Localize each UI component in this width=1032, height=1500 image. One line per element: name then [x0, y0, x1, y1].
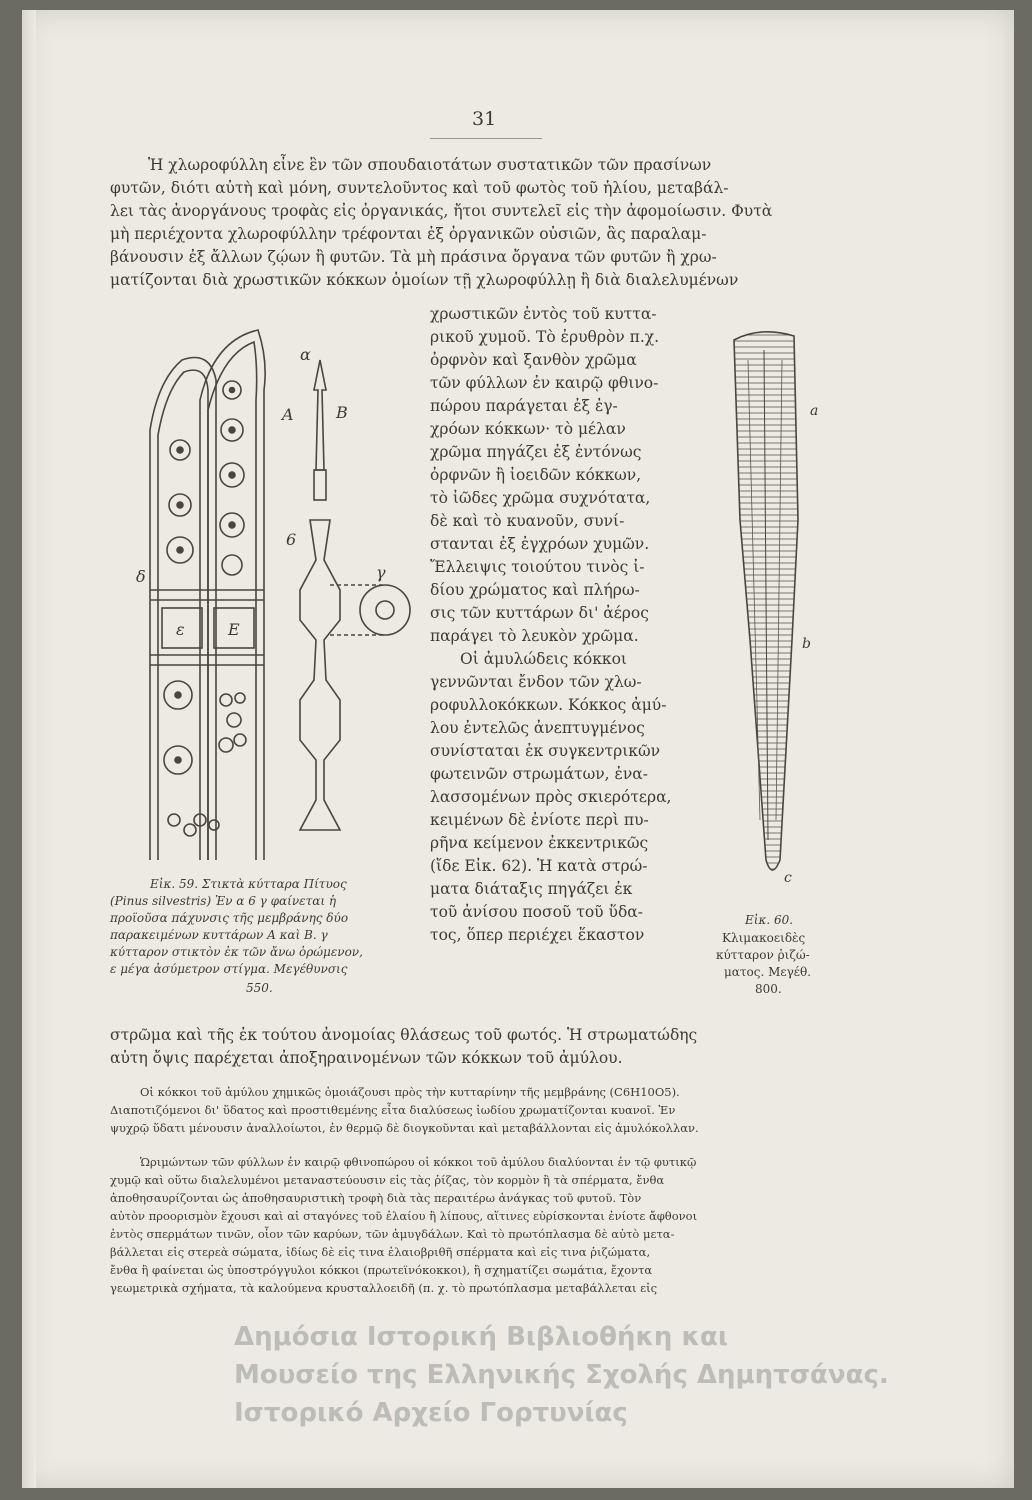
caption-line: προϊοῦσα πάχυνσις τῆς μεμβράνης δύο [110, 911, 349, 925]
text-line: αὐτη ὄψις παρέχεται ἀποξηραινομένων τῶν κόκκων τοῦ ἀμύλου. [110, 1049, 623, 1067]
caption-line: Εἰκ. 59. Στικτὰ κύτταρα Πίτυος [150, 877, 347, 891]
label-c-60: c [784, 870, 792, 886]
text-line: Ἡ χλωροφύλλη εἶνε ἓν τῶν σπουδαιοτάτων συστατικῶν τῶν πρασίνων [148, 156, 712, 174]
footnote-line: αὐτὸν προορισμὸν ἔχουσι καὶ αἱ σταγόνες τοῦ ἐλαίου ἢ λίπους, αἵτινες εὑρίσκονται ἐνίοτε ἄφθονοι [110, 1209, 698, 1223]
footnote-line: Ὡριμώντων τῶν φύλλων ἐν καιρῷ φθινοπώρου οἱ κόκκοι τοῦ ἀμύλου διαλύονται ἐν τῷ φυτικῷ [140, 1155, 697, 1169]
column-line: τὸ ἰῶδες χρῶμα συχνότατα, [430, 489, 651, 507]
text-line: βάνουσιν ἐξ ἄλλων ζῴων ἢ φυτῶν. Τὰ μὴ πράσινα ὄργανα τῶν φυτῶν ἢ χρω- [110, 248, 717, 266]
text-line: στρῶμα καὶ τῆς ἐκ τούτου ἀνομοίας θλάσεως τοῦ φωτός. Ἡ στρωματώδης [110, 1026, 698, 1044]
column-line: χρωστικῶν ἐντὸς τοῦ κυττα- [430, 305, 657, 323]
footnote-line: χυμῷ καὶ οὕτω διαλελυμένοι μεταναστεύουσιν εἰς τὰς ῥίζας, τὸν κορμὸν ἢ τὰ σπέρματα, ἔνθα [110, 1173, 665, 1187]
footnote-line: βάλλεται εἰς στερεὰ σώματα, ἰδίως δὲ εἰς τινα ἐλαιοβριθῆ σπέρματα καὶ εἰς τινα ῥιζώματα, [110, 1245, 651, 1259]
column-line: ματα διάταξις πηγάζει ἐκ [430, 880, 633, 898]
footnote-line: ἐντὸς σπερμάτων τινῶν, οἷον τῶν καρύων, τῶν ἀμυγδάλων. Καὶ τὸ πρωτόπλασμα δὲ αὐτὸ μετα- [110, 1227, 675, 1241]
column-line: κειμένων δὲ ἐνίοτε περὶ πυ- [430, 811, 649, 829]
column-line: δίου χρώματος καὶ πλήρω- [430, 581, 640, 599]
column-line: τος, ὅπερ περιέχει ἕκαστον [430, 926, 645, 944]
column-line: δὲ καὶ τὸ κυανοῦν, συνί- [430, 512, 625, 530]
caption-line: κύτταρον ῥιζώ- [716, 948, 810, 962]
label-b: 6 [286, 530, 297, 549]
column-line: στανται ἐξ ἐγχρόων χυμῶν. [430, 535, 650, 553]
footnote-line: γεωμετρικὰ σχήματα, τὰ καλούμενα κρυσταλλοειδῆ (π. χ. τὸ πρωτόπλασμα μεταβάλλεται εἰς [110, 1281, 658, 1295]
label-g: γ [376, 563, 386, 582]
text-line: μὴ περιέχοντα χλωροφύλλην τρέφονται ἐξ ὀργανικῶν οὐσιῶν, ἃς παραλαμ- [110, 225, 707, 243]
column-line: συνίσταται ἐκ συγκεντρικῶν [430, 742, 661, 760]
column-line: Οἱ ἀμυλώδεις κόκκοι [460, 650, 627, 668]
caption-line: Κλιμακοειδὲς [722, 931, 806, 945]
column-line: τῶν φύλλων ἐν καιρῷ φθινο- [430, 374, 659, 392]
watermark-line: Μουσείο της Ελληνικής Σχολής Δημητσάνας. [234, 1360, 889, 1390]
figure-60-illustration [720, 320, 840, 890]
label-b-60: b [802, 636, 811, 652]
column-line: φωτεινῶν στρωμάτων, ἐνα- [430, 765, 648, 783]
caption-line: 550. [246, 981, 273, 995]
caption-line: 800. [755, 982, 782, 996]
caption-line: παρακειμένων κυττάρων Α καὶ Β. γ [110, 928, 328, 942]
caption-line: ματος. Μεγέθ. [724, 965, 812, 979]
column-line: σις τῶν κυττάρων δι' ἀέρος [430, 604, 649, 622]
caption-line: (Pinus silvestris) Ἐν α 6 γ φαίνεται ἡ [110, 894, 337, 908]
figure-59-illustration [136, 320, 430, 860]
watermark-line: Δημόσια Ιστορική Βιβλιοθήκη και [234, 1322, 728, 1352]
column-line: (ἴδε Εἰκ. 62). Ἡ κατὰ στρώ- [430, 857, 648, 875]
footnote-line: ἀποθησαυρίζονται ὡς ἀποθησαυριστικὴ τροφὴ διὰ τὰς περαιτέρω ἀνάγκας τοῦ φυτοῦ. Τὸν [110, 1191, 642, 1205]
label-A: A [282, 405, 294, 424]
header-rule [430, 138, 542, 139]
column-line: παράγει τὸ λευκὸν χρῶμα. [430, 627, 639, 645]
column-line: ρῆνα κείμενον ἐκκεντρικῶς [430, 834, 649, 852]
label-a-60: a [810, 403, 819, 419]
column-line: Ἔλλειψις τοιούτου τινὸς ἰ- [430, 558, 645, 576]
footnote-line: Οἱ κόκκοι τοῦ ἀμύλου χημικῶς ὁμοιάζουσι πρὸς τὴν κυτταρίνην τῆς μεμβράνης (C6H10O5). [140, 1085, 680, 1099]
column-line: χρῶμα πηγάζει ἐξ ἐντόνως [430, 443, 642, 461]
column-line: ὀρφνὸν καὶ ξανθὸν χρῶμα [430, 351, 637, 369]
caption-line: ε μέγα ἀσύμετρον στίγμα. Μεγέθυνσις [110, 962, 348, 976]
column-line: ὀρφνῶν ἢ ἰοειδῶν κόκκων, [430, 466, 642, 484]
column-line: πώρου παράγεται ἐξ ἐγ- [430, 397, 618, 415]
footnote-line: ψυχρῷ ὕδατι μένουσιν ἀναλλοίωτοι, ἐν θερμῷ δὲ διογκοῦνται καὶ μεταβάλλονται εἰς ἀμυλόκολλαν. [110, 1121, 699, 1135]
text-line: ματίζονται διὰ χρωστικῶν κόκκων ὁμοίων τῇ χλωροφύλλῃ ἢ διὰ διαλελυμένων [110, 271, 739, 289]
page-number: 31 [472, 108, 497, 130]
text-line: λει τὰς ἀνοργάνους τροφὰς εἰς ὀργανικάς, ἤτοι συντελεῖ εἰς τὴν ἀφομοίωσιν. Φυτὰ [110, 202, 773, 220]
column-line: χρόων κόκκων· τὸ μέλαν [430, 420, 626, 438]
page-edge [22, 10, 36, 1488]
watermark-line: Ιστορικό Αρχείο Γορτυνίας [234, 1398, 628, 1428]
column-line: τοῦ ἀνίσου ποσοῦ τοῦ ὕδα- [430, 903, 643, 921]
label-e1: ε [176, 620, 185, 639]
column-line: ρικοῦ χυμοῦ. Τὸ ἐρυθρὸν π.χ. [430, 328, 660, 346]
label-e2: E [228, 620, 240, 639]
text-line: φυτῶν, διότι αὐτὴ καὶ μόνη, συντελοῦντος καὶ τοῦ φωτὸς τοῦ ἡλίου, μεταβάλ- [110, 179, 729, 197]
column-line: λου ἐντελῶς ἀνεπτυγμένος [430, 719, 645, 737]
footnote-line: ἔνθα ἢ φαίνεται ὡς ὑποστρόγγυλοι κόκκοι (πρωτεϊνόκοκκοι), ἢ σχηματίζει σωμάτια, ἔχοντα [110, 1263, 653, 1277]
label-d: δ [136, 567, 146, 586]
column-line: γεννῶνται ἔνδον τῶν χλω- [430, 673, 642, 691]
column-line: ροφυλλοκόκκων. Κόκκος ἀμύ- [430, 696, 667, 714]
footnote-line: Διαποτιζόμενοι δι' ὕδατος καὶ προστιθεμένης εἶτα διαλύσεως ἰωδίου χρωματίζονται κυανοῖ. Ἐν [110, 1103, 676, 1117]
label-B: B [336, 403, 348, 422]
caption-line: κύτταρον στικτὸν ἐκ τῶν ἄνω ὁρώμενον, [110, 945, 363, 959]
column-line: λασσομένων πρὸς σκιερότερα, [430, 788, 672, 806]
label-a: α [300, 345, 311, 364]
caption-line: Εἰκ. 60. [745, 913, 794, 927]
